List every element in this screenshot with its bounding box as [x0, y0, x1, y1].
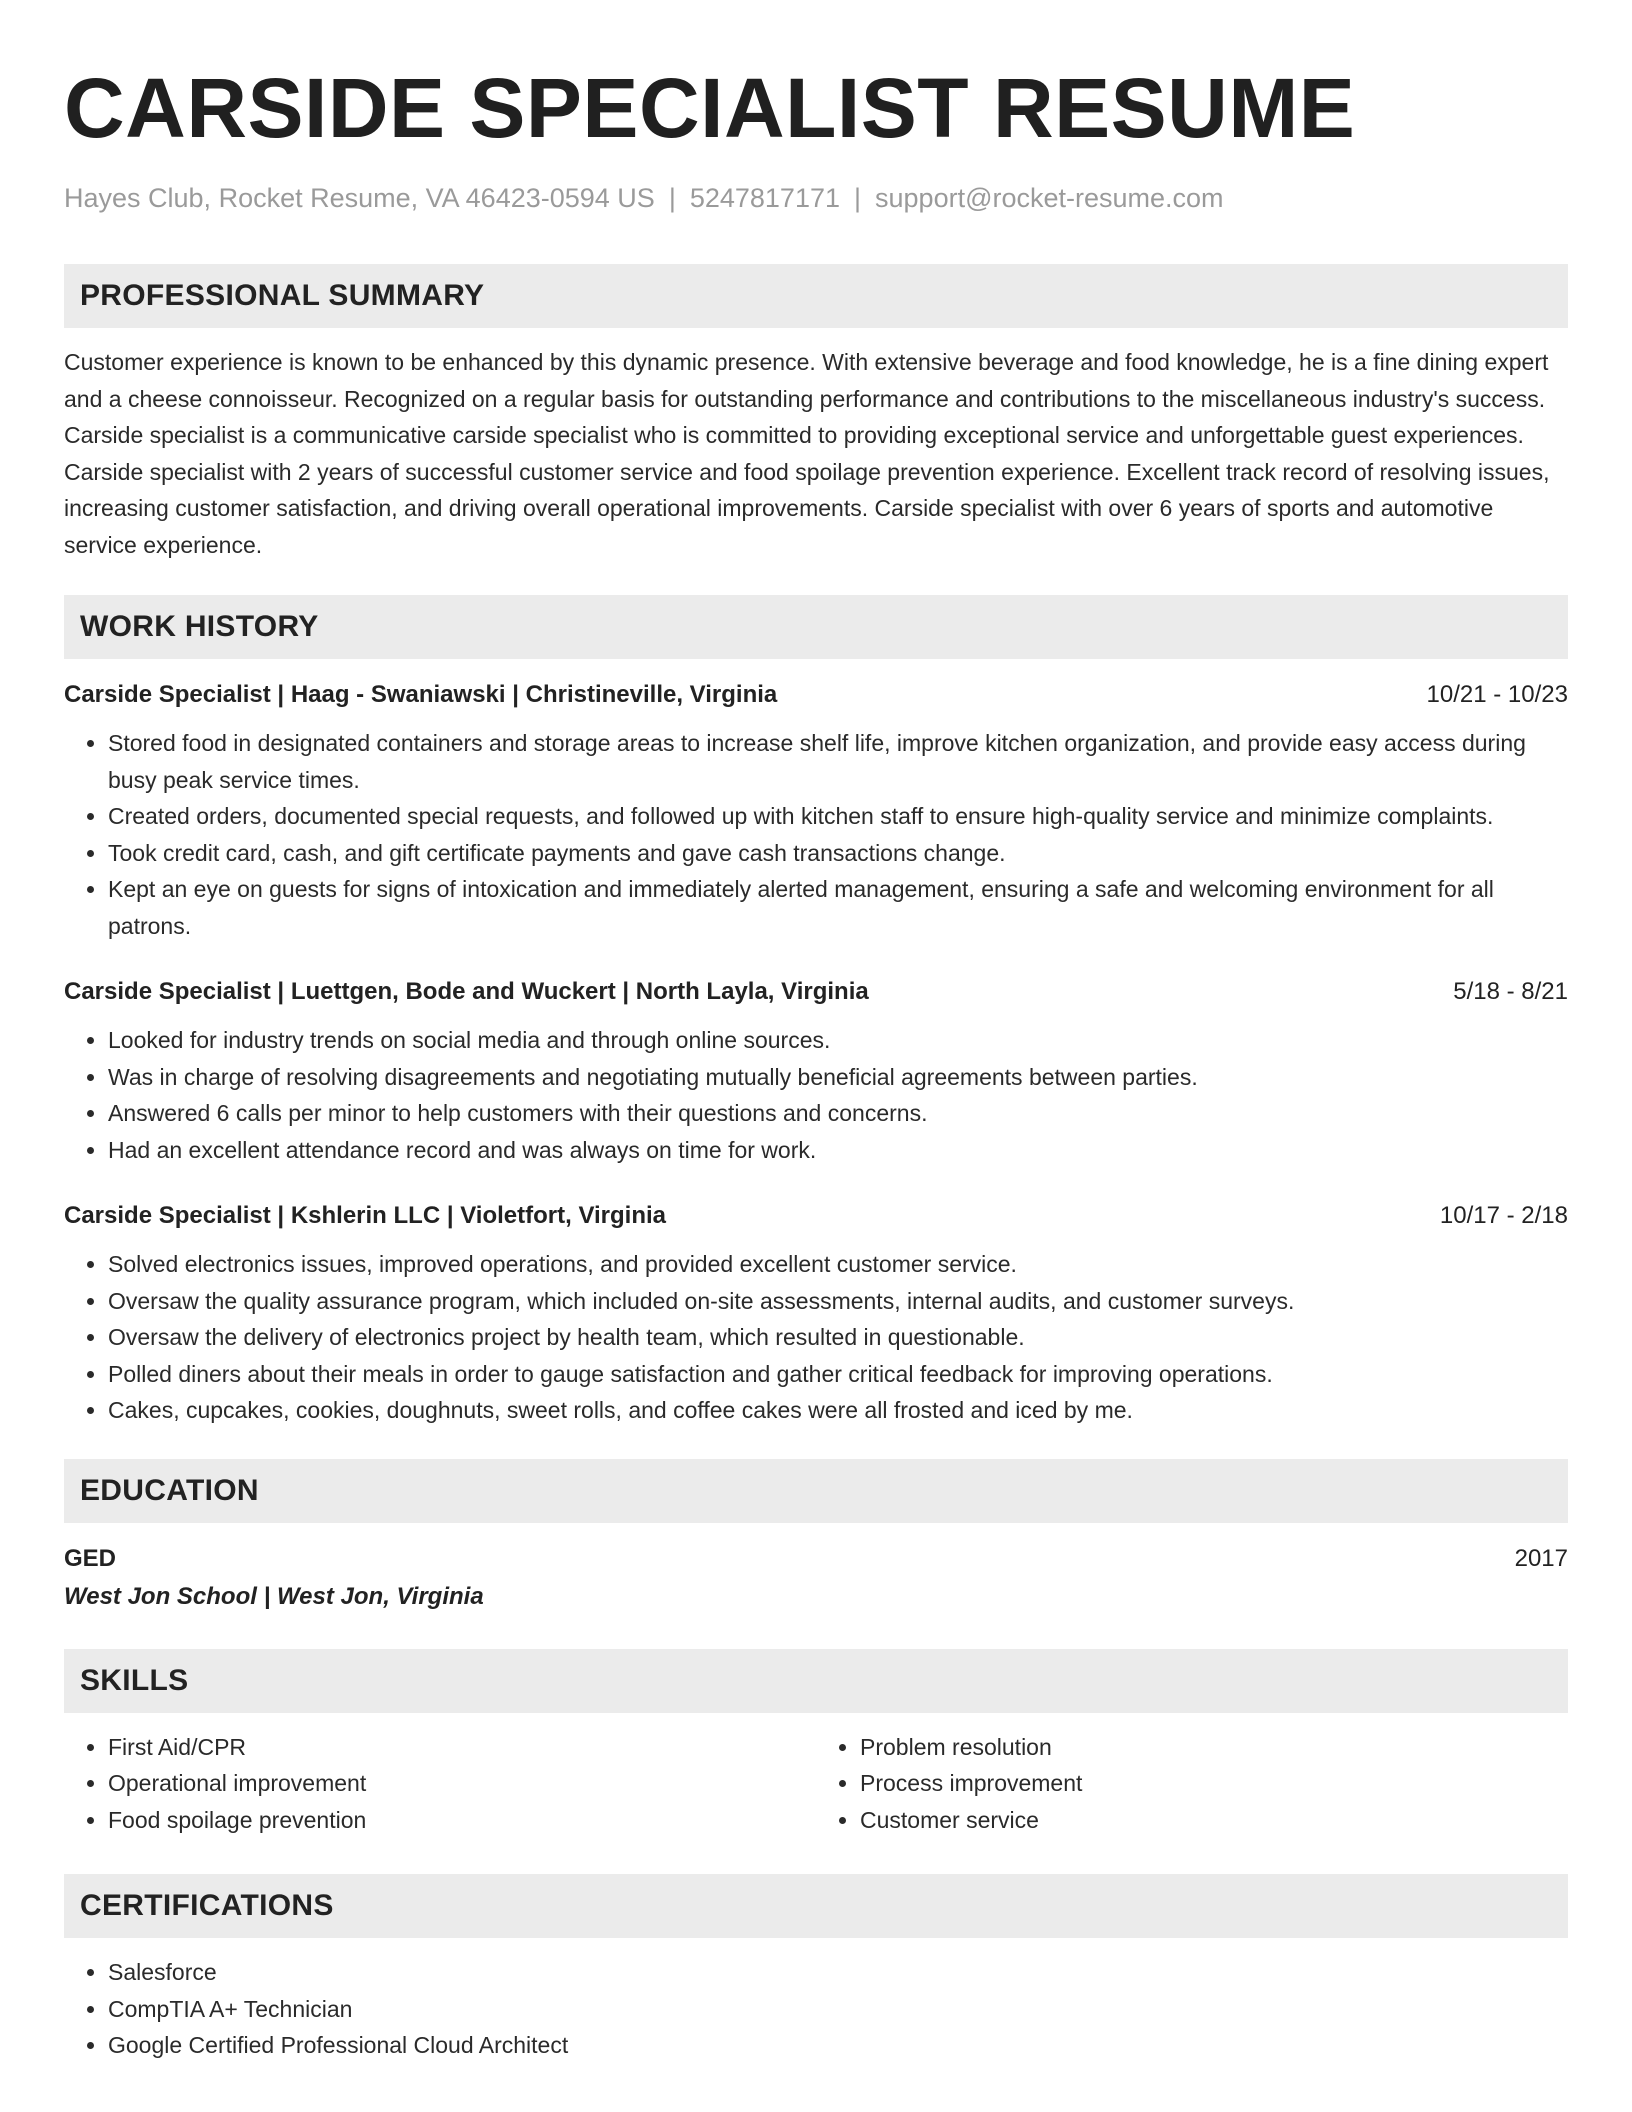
list-item: • Looked for industry trends on social media and through online sources. — [108, 1022, 1568, 1059]
contact-address: Hayes Club, Rocket Resume, VA 46423-0594 US — [64, 183, 655, 213]
list-item: • Was in charge of resolving disagreements and negotiating mutually beneficial agreements between parties. — [108, 1059, 1568, 1096]
list-item: • Kept an eye on guests for signs of intoxication and immediately alerted management, ensuring a safe and welcoming environment for all patrons. — [108, 871, 1568, 944]
list-item: • Food spoilage prevention — [108, 1802, 816, 1839]
section-heading-certifications: CERTIFICATIONS — [64, 1874, 1568, 1938]
list-item: • First Aid/CPR — [108, 1729, 816, 1766]
list-item: • Salesforce — [108, 1954, 1568, 1991]
education-year: 2017 — [1514, 1544, 1568, 1572]
list-item: • Stored food in designated containers and storage areas to increase shelf life, improve kitchen organization, and provide easy access during busy peak service times. — [108, 725, 1568, 798]
contact-phone: 5247817171 — [689, 183, 840, 213]
education-school: West Jon School | West Jon, Virginia — [64, 1582, 484, 1610]
list-item: • Answered 6 calls per minor to help customers with their questions and concerns. — [108, 1095, 1568, 1132]
job-dates: 10/17 - 2/18 — [1439, 1202, 1568, 1230]
list-item: • Polled diners about their meals in order to gauge satisfaction and gather critical feedback for improving operations. — [108, 1356, 1568, 1393]
job-dates: 5/18 - 8/21 — [1453, 978, 1568, 1006]
skills-list — [64, 1729, 816, 1839]
list-item: • Process improvement — [860, 1765, 1568, 1802]
summary-paragraph: Customer experience is known to be enhanced by this dynamic presence. With extensive beverage and food knowledge, he is a fine dining expert and a cheese connoisseur. Recognized on a regular basis for outstanding performance and contributions to the miscellaneous industry's success. Carside specialist is a communicative carside specialist who is committed to providing exceptional service and unforgettable guest experiences. Carside specialist with 2 years of successful customer service and food spoilage prevention experience. Excellent track record of resolving issues, increasing customer satisfaction, and driving overall operational improvements. Carside specialist with over 6 years of sports and automotive service experience. — [64, 349, 1550, 558]
resume-title: CARSIDE SPECIALIST RESUME — [64, 61, 1356, 155]
list-item: • Operational improvement — [108, 1765, 816, 1802]
section-heading-summary: PROFESSIONAL SUMMARY — [64, 264, 1568, 328]
contact-separator: | — [854, 183, 862, 213]
list-item: • Oversaw the quality assurance program, which included on-site assessments, internal audits, and customer surveys. — [108, 1283, 1568, 1320]
job-title: Carside Specialist | Kshlerin LLC | Violetfort, Virginia — [64, 1202, 667, 1230]
job-entry — [64, 976, 1568, 1168]
job-entry — [64, 1200, 1568, 1429]
list-item: • Had an excellent attendance record and was always on time for work. — [108, 1132, 1568, 1169]
education-degree: GED — [64, 1544, 117, 1572]
list-item: • Google Certified Professional Cloud Architect — [108, 2027, 1568, 2064]
section-heading-work-history: WORK HISTORY — [64, 595, 1568, 659]
skills-grid — [64, 1729, 1568, 1839]
certifications-list — [64, 1954, 1568, 2064]
skills-column-left — [64, 1729, 816, 1839]
contact-line — [64, 182, 1568, 214]
contact-separator: | — [668, 183, 676, 213]
list-item: • Solved electronics issues, improved operations, and provided excellent customer service. — [108, 1246, 1568, 1283]
skills-column-right — [816, 1729, 1568, 1839]
list-item: • CompTIA A+ Technician — [108, 1991, 1568, 2028]
skills-list — [816, 1729, 1568, 1839]
list-item: • Customer service — [860, 1802, 1568, 1839]
section-heading-education: EDUCATION — [64, 1459, 1568, 1523]
job-bullets — [64, 725, 1568, 944]
job-bullets — [64, 1246, 1568, 1429]
contact-email: support@rocket-resume.com — [875, 183, 1224, 213]
job-title: Carside Specialist | Haag - Swaniawski | Christineville, Virginia — [64, 681, 778, 709]
job-bullets — [64, 1022, 1568, 1168]
list-item: • Cakes, cupcakes, cookies, doughnuts, sweet rolls, and coffee cakes were all frosted and iced by me. — [108, 1392, 1568, 1429]
list-item: • Created orders, documented special requests, and followed up with kitchen staff to ensure high-quality service and minimize complaints. — [108, 798, 1568, 835]
job-dates: 10/21 - 10/23 — [1426, 681, 1568, 709]
list-item: • Oversaw the delivery of electronics project by health team, which resulted in questionable. — [108, 1319, 1568, 1356]
job-entry — [64, 679, 1568, 944]
job-title: Carside Specialist | Luettgen, Bode and Wuckert | North Layla, Virginia — [64, 978, 869, 1006]
list-item: • Took credit card, cash, and gift certificate payments and gave cash transactions change. — [108, 835, 1568, 872]
section-heading-skills: SKILLS — [64, 1649, 1568, 1713]
list-item: • Problem resolution — [860, 1729, 1568, 1766]
